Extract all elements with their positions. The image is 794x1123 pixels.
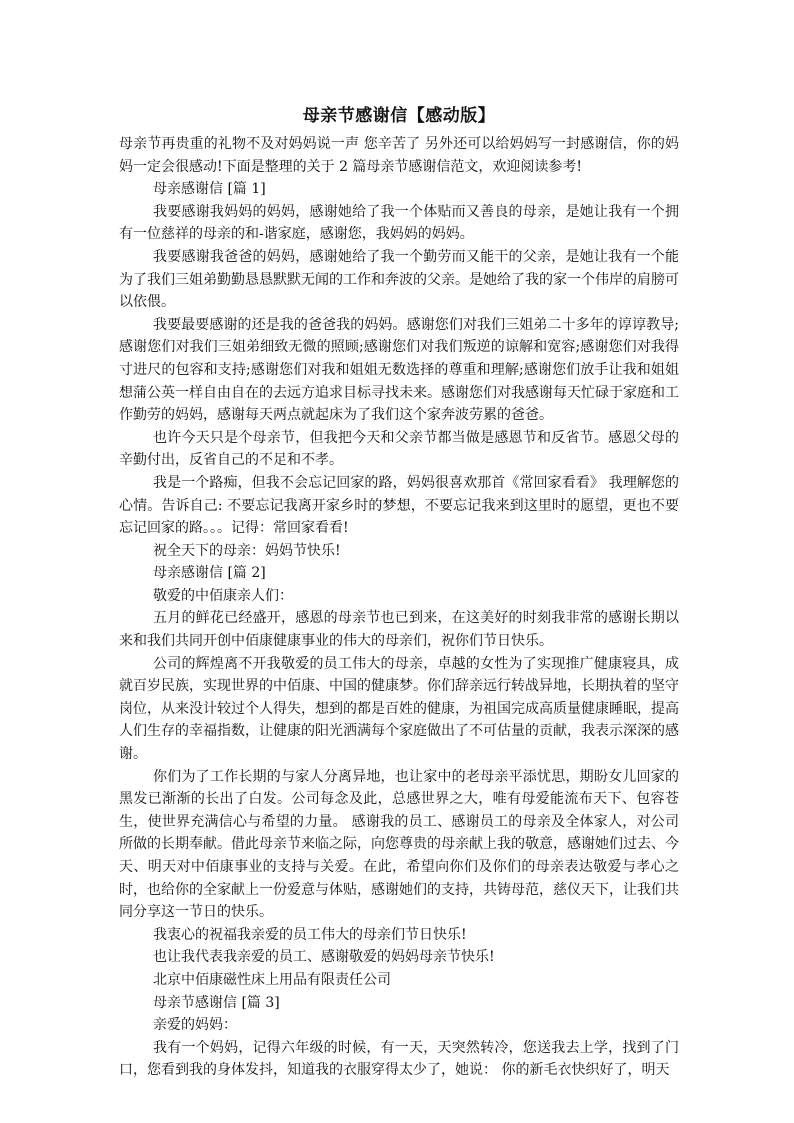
document-title: 母亲节感谢信【感动版】 [302,106,496,126]
paragraph: 也许今天只是个母亲节，但我把今天和父亲节都当做是感恩节和反省节。感恩父母的辛勤付出，反省自己的不足和不孝。 [119,429,679,469]
section-heading: 母亲节感谢信 [篇 3] [153,994,280,1011]
paragraph: 我要最要感谢的还是我的爸爸我的妈妈。感谢您们对我们三姐弟二十多年的谆谆教导;感谢您们对我们三姐弟细致无微的照顾;感谢您们对我们叛逆的谅解和宽容;感谢您们对我得寸进尺的包容和支持;感谢您们对我和姐姐无数选择的尊重和理解;感谢您们放手让我和姐姐想蒲公英一样自由自在的去远方追求目标寻找未来。感谢您们对我感谢每天忙碌于家庭和工作勤劳的妈妈，感谢每天两点就起床为了我们这个家奔波劳累的爸爸。 [119,316,679,424]
salutation: 亲爱的妈妈： [153,1017,237,1034]
paragraph: 我衷心的祝福我亲爱的员工伟大的母亲们节日快乐! [153,926,467,943]
section-heading: 母亲感谢信 [篇 2] [153,565,266,582]
paragraph: 我有一个妈妈，记得六年级的时候，有一天，天突然转冷，您送我去上学，找到了门口，您看到我的身体发抖，知道我的衣服穿得太少了，她说： 你的新毛衣快织好了，明天 [119,1039,679,1079]
section-heading: 母亲感谢信 [篇 1] [153,181,266,198]
paragraph: 我要感谢我爸爸的妈妈，感谢她给了我一个勤劳而又能干的父亲，是她让我有一个能为了我们三姐弟勤勤恳恳默默无闻的工作和奔波的父亲。是她给了我的家一个伟岸的肩膀可以依偎。 [119,248,679,311]
paragraph: 我要感谢我妈妈的妈妈，感谢她给了我一个体贴而又善良的母亲，是她让我有一个拥有一位慈祥的母亲的和-谐家庭，感谢您，我妈妈的妈妈。 [119,203,679,243]
paragraph: 祝全天下的母亲：妈妈节快乐! [153,542,341,559]
salutation: 敬爱的中佰康亲人们： [153,587,293,604]
paragraph: 公司的辉煌离不开我敬爱的员工伟大的母亲，卓越的女性为了实现推广健康寝具，成就百岁民族，实现世界的中佰康、中国的健康梦。你们辞亲远行转战异地，长期执着的坚守岗位，从来没计较过个人得失，想到的都是百姓的健康，为祖国完成高质量健康睡眠，提高人们生存的幸福指数，让健康的阳光洒满每个家庭做出了不可估量的贡献，我表示深深的感谢。 [119,655,679,763]
paragraph: 也让我代表我亲爱的员工、感谢敬爱的妈妈母亲节快乐! [153,949,495,966]
paragraph: 五月的鲜花已经盛开，感恩的母亲节也已到来，在这美好的时刻我非常的感谢长期以来和我们共同开创中佰康健康事业的伟大的母亲们，祝你们节日快乐。 [119,610,679,650]
signature: 北京中佰康磁性床上用品有限责任公司 [153,971,391,988]
paragraph: 你们为了工作长期的与家人分离异地，也让家中的老母亲平添忧思，期盼女儿回家的黑发已渐渐的长出了白发。公司每念及此，总感世界之大，唯有母爱能流布天下、包容苍生，使世界充满信心与希望的力量。 感谢我的员工、感谢员工的母亲及全体家人，对公司所做的长期奉献。借此母亲节来临之际，向您尊贵的母亲献上我的敬意，感谢她们过去、今天、明天对中佰康事业的支持与关爱。在此，希望向你们及你们的母亲表达敬爱与孝心之时，也给你的全家献上一份爱意与体贴，感谢她们的支持，共铸母范，慈仪天下，让我们共同分享这一节日的快乐。 [119,768,679,921]
paragraph: 我是一个路痴，但我不会忘记回家的路，妈妈很喜欢那首《常回家看看》 我理解您的心情。告诉自己: 不要忘记我离开家乡时的梦想，不要忘记我来到这里时的愿望，更也不要忘记回家的路。。。记得：常回家看看! [119,474,679,537]
document-page [119,104,679,1082]
document-body [119,133,679,1082]
paragraph: 母亲节再贵重的礼物不及对妈妈说一声 您辛苦了 另外还可以给妈妈写一封感谢信，你的妈妈一定会很感动!下面是整理的关于 2 篇母亲节感谢信范文，欢迎阅读参考! [119,136,679,175]
